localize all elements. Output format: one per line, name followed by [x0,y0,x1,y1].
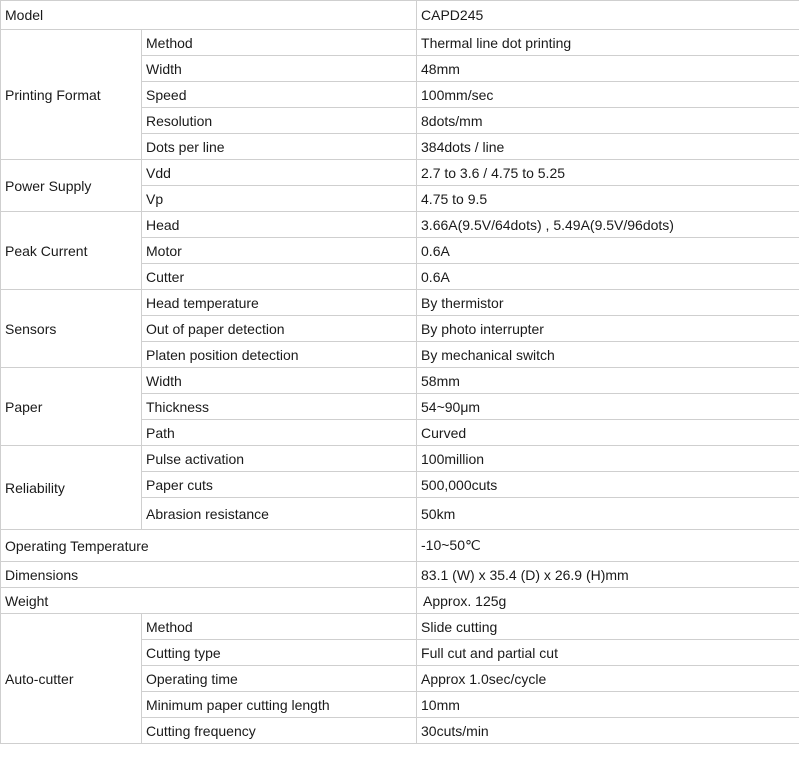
param-cell: Motor [142,238,417,264]
value-cell: By photo interrupter [417,316,799,342]
param-cell: Resolution [142,108,417,134]
value-cell: 100million [417,446,799,472]
value-cell: 10mm [417,692,799,718]
param-cell: Paper cuts [142,472,417,498]
param-cell: Method [142,614,417,640]
param-cell: Width [142,368,417,394]
value-cell: 50km [417,498,799,530]
value-cell: Approx 1.0sec/cycle [417,666,799,692]
param-cell: Vp [142,186,417,212]
param-cell: Out of paper detection [142,316,417,342]
param-cell: Width [142,56,417,82]
value-cell: Slide cutting [417,614,799,640]
row-value-operating-temperature: -10~50℃ [417,530,799,562]
value-cell: 500,000cuts [417,472,799,498]
param-cell: Thickness [142,394,417,420]
value-cell: By mechanical switch [417,342,799,368]
value-cell: 3.66A(9.5V/64dots) , 5.49A(9.5V/96dots) [417,212,799,238]
param-cell: Operating time [142,666,417,692]
value-cell: 384dots / line [417,134,799,160]
table-row [1,614,799,640]
value-cell: 8dots/mm [417,108,799,134]
param-cell: Platen position detection [142,342,417,368]
table-row [1,212,799,238]
value-cell: By thermistor [417,290,799,316]
value-cell: 0.6A [417,238,799,264]
group-label-reliability: Reliability [1,446,142,530]
param-cell: Pulse activation [142,446,417,472]
group-label-auto-cutter: Auto-cutter [1,614,142,744]
row-value-dimensions: 83.1 (W) x 35.4 (D) x 26.9 (H)mm [417,562,799,588]
row-value-model: CAPD245 [417,1,799,30]
row-label-model: Model [1,1,417,30]
table-row [1,588,799,614]
table-row [1,160,799,186]
param-cell: Abrasion resistance [142,498,417,530]
value-cell: 4.75 to 9.5 [417,186,799,212]
table-row [1,1,799,30]
table-row [1,562,799,588]
value-cell: Curved [417,420,799,446]
param-cell: Method [142,30,417,56]
table-row [1,30,799,56]
param-cell: Head temperature [142,290,417,316]
table-row [1,368,799,394]
group-label-printing-format: Printing Format [1,30,142,160]
param-cell: Path [142,420,417,446]
param-cell: Head [142,212,417,238]
param-cell: Cutting frequency [142,718,417,744]
value-cell: 2.7 to 3.6 / 4.75 to 5.25 [417,160,799,186]
row-label-operating-temperature: Operating Temperature [1,530,417,562]
table-row [1,290,799,316]
row-label-dimensions: Dimensions [1,562,417,588]
param-cell: Minimum paper cutting length [142,692,417,718]
value-cell: 100mm/sec [417,82,799,108]
value-cell: 58mm [417,368,799,394]
value-cell: Full cut and partial cut [417,640,799,666]
value-cell: 0.6A [417,264,799,290]
value-cell: 54~90μm [417,394,799,420]
table-row [1,530,799,562]
group-label-paper: Paper [1,368,142,446]
param-cell: Cutter [142,264,417,290]
group-label-peak-current: Peak Current [1,212,142,290]
group-label-power-supply: Power Supply [1,160,142,212]
table-row [1,446,799,472]
param-cell: Vdd [142,160,417,186]
param-cell: Speed [142,82,417,108]
value-cell: 48mm [417,56,799,82]
param-cell: Dots per line [142,134,417,160]
value-cell: 30cuts/min [417,718,799,744]
param-cell: Cutting type [142,640,417,666]
value-cell: Thermal line dot printing [417,30,799,56]
row-label-weight: Weight [1,588,417,614]
row-value-weight: Approx. 125g [417,588,799,614]
group-label-sensors: Sensors [1,290,142,368]
